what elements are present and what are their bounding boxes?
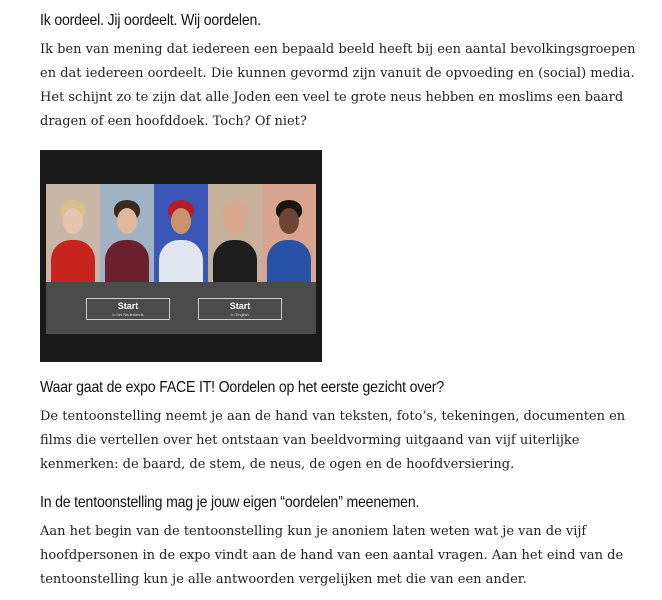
start-button-label: Start (229, 301, 251, 311)
exhibition-photo (40, 150, 322, 362)
portrait-panels (46, 184, 316, 282)
portrait-panel-1 (46, 184, 100, 282)
start-button-sublabel: in het Nederlands (112, 312, 144, 317)
start-button-label: Start (117, 301, 139, 311)
section-paragraph-expo: De tentoonstelling neemt je aan de hand van teksten, foto’s, tekeningen, documenten en films die vertellen over het ontstaan van beeldvorming uitgaand van vijf uiterlijke kenmerken: de baard, de stem, de neus, de ogen en de hoofdversiering. (40, 409, 626, 472)
section-heading-oordeel: Ik oordeel. Jij oordeelt. Wij oordelen. (40, 12, 261, 29)
portrait-panel-2 (100, 184, 154, 282)
portrait-panel-4 (208, 184, 262, 282)
start-button-dutch (86, 298, 170, 320)
section-heading-tentoonstelling: In de tentoonstelling mag je jouw eigen “oordelen” meenemen. (40, 494, 420, 511)
exhibition-screen (46, 184, 316, 334)
start-button-english (198, 298, 282, 320)
section-paragraph-tentoonstelling: Aan het begin van de tentoonstelling kun je anoniem laten weten wat je van de vijf hoofdpersonen in de expo vindt aan de hand van een aantal vragen. Aan het eind van de tentoonstelling kun je alle antwoorden vergelijken met die van een ander. (40, 524, 624, 587)
portrait-panel-5 (262, 184, 316, 282)
start-button-sublabel: in English (231, 312, 249, 317)
portrait-panel-3 (154, 184, 208, 282)
section-heading-expo: Waar gaat de expo FACE IT! Oordelen op het eerste gezicht over? (40, 379, 444, 396)
section-paragraph-oordeel: Ik ben van mening dat iedereen een bepaald beeld heeft bij een aantal bevolkingsgroepen en dat iedereen oordeelt. Die kunnen gevormd zijn vanuit de opvoeding en (social) media. Het schijnt zo te zijn dat alle Joden een veel te grote neus hebben en moslims een baard dragen of een hoofddoek. Toch? Of niet? (40, 42, 636, 129)
